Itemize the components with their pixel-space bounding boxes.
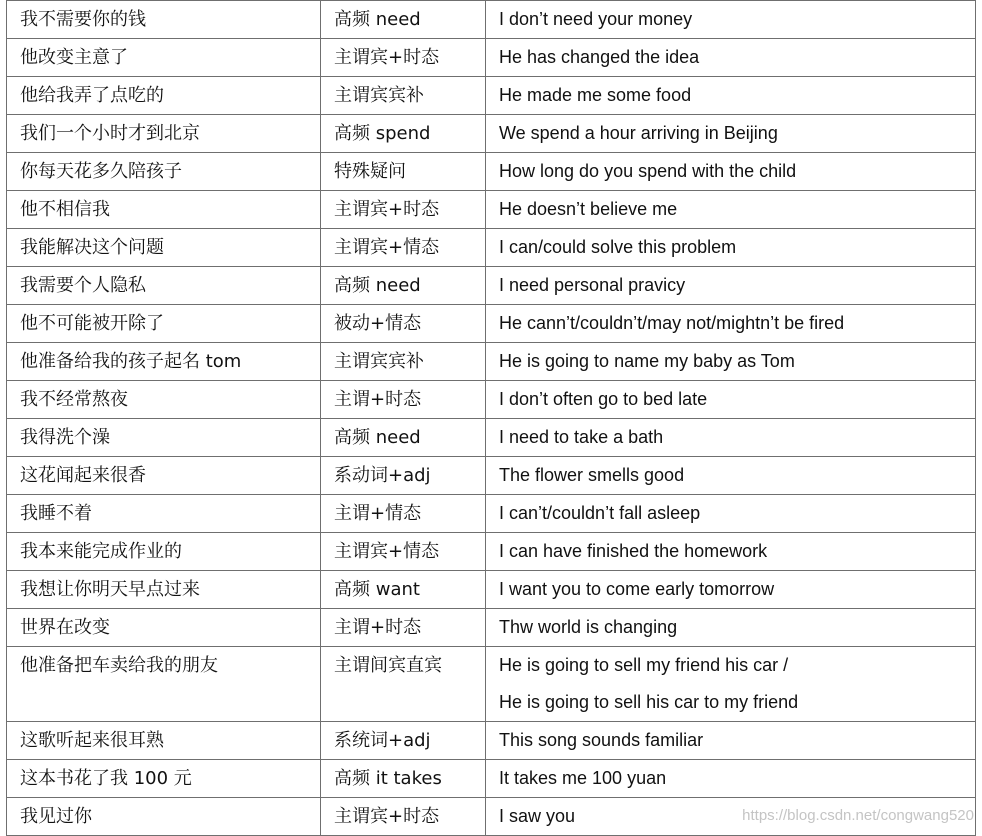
- english-translation-line: How long do you spend with the child: [499, 161, 797, 181]
- grammar-pattern-cell: 主谓宾+时态: [321, 39, 486, 77]
- grammar-pattern-cell: 主谓宾+时态: [321, 798, 486, 836]
- grammar-pattern-cell: 高频 need: [321, 419, 486, 457]
- chinese-sentence-cell: 这本书花了我 100 元: [7, 760, 321, 798]
- chinese-sentence-cell: 我不经常熬夜: [7, 381, 321, 419]
- chinese-sentence-cell: 我见过你: [7, 798, 321, 836]
- table-row: [7, 39, 976, 77]
- english-translation-line: This song sounds familiar: [499, 730, 704, 750]
- grammar-pattern-cell: 高频 spend: [321, 115, 486, 153]
- chinese-sentence-cell: 这花闻起来很香: [7, 457, 321, 495]
- chinese-sentence-cell: 我能解决这个问题: [7, 229, 321, 267]
- grammar-pattern-cell: 高频 want: [321, 571, 486, 609]
- grammar-pattern-cell: 特殊疑问: [321, 153, 486, 191]
- chinese-sentence-cell: 他准备给我的孩子起名 tom: [7, 343, 321, 381]
- english-translation-line: I don’t often go to bed late: [499, 389, 708, 409]
- english-translation-line: I need to take a bath: [499, 427, 664, 447]
- chinese-sentence-cell: 世界在改变: [7, 609, 321, 647]
- english-translation-cell: [486, 457, 976, 495]
- english-translation-line: Thw world is changing: [499, 617, 678, 637]
- english-translation-cell: [486, 77, 976, 115]
- chinese-sentence-cell: 你每天花多久陪孩子: [7, 153, 321, 191]
- grammar-pattern-cell: 系动词+adj: [321, 457, 486, 495]
- english-translation-cell: [486, 39, 976, 77]
- table-body: [7, 1, 976, 836]
- table-row: [7, 533, 976, 571]
- english-translation-cell: [486, 647, 976, 722]
- watermark-text: https://blog.csdn.net/congwang520: [742, 807, 974, 824]
- table-row: [7, 722, 976, 760]
- table-row: [7, 495, 976, 533]
- chinese-sentence-cell: 我睡不着: [7, 495, 321, 533]
- table-row: [7, 457, 976, 495]
- chinese-sentence-cell: 他改变主意了: [7, 39, 321, 77]
- english-translation-line: He is going to sell his car to my friend: [499, 692, 799, 712]
- english-translation-line: We spend a hour arriving in Beijing: [499, 123, 778, 143]
- table-row: [7, 153, 976, 191]
- english-translation-cell: [486, 609, 976, 647]
- english-translation-line: The flower smells good: [499, 465, 685, 485]
- table-row: [7, 419, 976, 457]
- english-translation-cell: [486, 760, 976, 798]
- grammar-pattern-cell: 主谓宾宾补: [321, 77, 486, 115]
- english-translation-cell: [486, 798, 976, 836]
- english-translation-line: He made me some food: [499, 85, 692, 105]
- english-translation-line: He is going to name my baby as Tom: [499, 351, 795, 371]
- table-row: [7, 647, 976, 722]
- grammar-pattern-cell: 主谓宾+时态: [321, 191, 486, 229]
- grammar-pattern-cell: 主谓宾+情态: [321, 533, 486, 571]
- english-translation-line: I need personal pravicy: [499, 275, 686, 295]
- grammar-pattern-cell: 高频 need: [321, 1, 486, 39]
- grammar-pattern-cell: 被动+情态: [321, 305, 486, 343]
- table-row: [7, 115, 976, 153]
- english-translation-cell: [486, 191, 976, 229]
- english-translation-line: He has changed the idea: [499, 47, 700, 67]
- english-translation-line: I can have finished the homework: [499, 541, 768, 561]
- english-translation-cell: [486, 153, 976, 191]
- grammar-pattern-cell: 主谓间宾直宾: [321, 647, 486, 722]
- chinese-sentence-cell: 我需要个人隐私: [7, 267, 321, 305]
- table-row: [7, 571, 976, 609]
- english-translation-cell: [486, 343, 976, 381]
- sentence-table: [6, 0, 976, 836]
- grammar-pattern-cell: 系统词+adj: [321, 722, 486, 760]
- english-translation-cell: [486, 533, 976, 571]
- chinese-sentence-cell: 我们一个小时才到北京: [7, 115, 321, 153]
- english-translation-cell: [486, 722, 976, 760]
- chinese-sentence-cell: 我得洗个澡: [7, 419, 321, 457]
- table-row: [7, 343, 976, 381]
- table-row: [7, 381, 976, 419]
- english-translation-line: He cann’t/couldn’t/may not/mightn’t be fired: [499, 313, 845, 333]
- english-translation-line: I can/could solve this problem: [499, 237, 737, 257]
- table-row: [7, 191, 976, 229]
- english-translation-line: He doesn’t believe me: [499, 199, 678, 219]
- grammar-pattern-cell: 主谓+情态: [321, 495, 486, 533]
- chinese-sentence-cell: 我不需要你的钱: [7, 1, 321, 39]
- english-translation-cell: [486, 305, 976, 343]
- english-translation-line: It takes me 100 yuan: [499, 768, 667, 788]
- english-translation-line: I can’t/couldn’t fall asleep: [499, 503, 701, 523]
- chinese-sentence-cell: 这歌听起来很耳熟: [7, 722, 321, 760]
- english-translation-line: I don’t need your money: [499, 9, 693, 29]
- chinese-sentence-cell: 他不相信我: [7, 191, 321, 229]
- chinese-sentence-cell: 他给我弄了点吃的: [7, 77, 321, 115]
- chinese-sentence-cell: 他不可能被开除了: [7, 305, 321, 343]
- english-translation-line: He is going to sell my friend his car /: [499, 655, 789, 675]
- english-translation-cell: [486, 495, 976, 533]
- grammar-pattern-cell: 主谓宾宾补: [321, 343, 486, 381]
- grammar-pattern-cell: 主谓+时态: [321, 381, 486, 419]
- grammar-pattern-cell: 主谓+时态: [321, 609, 486, 647]
- english-translation-cell: [486, 419, 976, 457]
- english-translation-cell: [486, 267, 976, 305]
- chinese-sentence-cell: 我本来能完成作业的: [7, 533, 321, 571]
- english-translation-cell: [486, 115, 976, 153]
- table-row: [7, 267, 976, 305]
- table-row: [7, 77, 976, 115]
- chinese-sentence-cell: 他准备把车卖给我的朋友: [7, 647, 321, 722]
- chinese-sentence-cell: 我想让你明天早点过来: [7, 571, 321, 609]
- table-row: [7, 798, 976, 836]
- english-translation-cell: [486, 571, 976, 609]
- sentence-table-sheet: [6, 0, 975, 834]
- grammar-pattern-cell: 主谓宾+情态: [321, 229, 486, 267]
- grammar-pattern-cell: 高频 need: [321, 267, 486, 305]
- table-row: [7, 229, 976, 267]
- table-row: [7, 760, 976, 798]
- grammar-pattern-cell: 高频 it takes: [321, 760, 486, 798]
- english-translation-cell: [486, 381, 976, 419]
- english-translation-line: I want you to come early tomorrow: [499, 579, 775, 599]
- table-row: [7, 305, 976, 343]
- english-translation-cell: [486, 229, 976, 267]
- english-translation-line: I saw you: [499, 806, 576, 826]
- table-row: [7, 1, 976, 39]
- table-row: [7, 609, 976, 647]
- english-translation-cell: [486, 1, 976, 39]
